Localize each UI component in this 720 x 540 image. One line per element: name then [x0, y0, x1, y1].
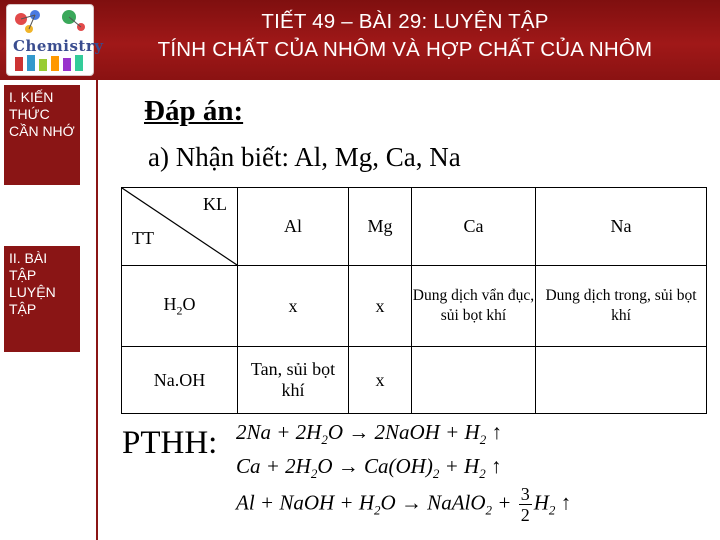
- table-cell: x: [238, 266, 349, 347]
- identification-table: [121, 187, 707, 414]
- table-cell: Tan, sủi bọt khí: [238, 347, 349, 414]
- corner-top-label: KL: [203, 194, 227, 214]
- table-cell: [536, 347, 707, 414]
- gas-arrow-icon: ↑: [486, 420, 502, 444]
- table-row: [122, 266, 707, 347]
- pthh-label: PTHH:: [122, 425, 218, 461]
- answer-heading: Đáp án:: [144, 95, 244, 127]
- equation-1: $2Na + 2H_2O$ → 2NaOH + $H_2$ ↑: [236, 420, 502, 448]
- page-title: [100, 8, 710, 64]
- column-header: Na: [536, 188, 707, 266]
- title-line-2: TÍNH CHẤT CỦA NHÔM VÀ HỢP CHẤT CỦA NHÔM: [157, 38, 653, 61]
- logo-text: Chemistry: [13, 37, 104, 55]
- table-corner-cell: [122, 188, 238, 266]
- table-cell: x: [349, 347, 412, 414]
- table-cell: x: [349, 266, 412, 347]
- table-header-row: [122, 188, 707, 266]
- divider: [96, 80, 98, 540]
- fraction: $\frac{3}{2}$: [520, 484, 530, 525]
- sidebar-item-bai-tap[interactable]: [4, 246, 80, 352]
- sidebar-item-label: II. BÀI TẬP LUYỆN TẬP: [9, 250, 56, 317]
- gas-arrow-icon: ↑: [485, 454, 502, 478]
- row-label: $H_2O$: [122, 266, 238, 347]
- title-line-1: TIẾT 49 – BÀI 29: LUYỆN TẬP: [261, 10, 549, 33]
- equation-2: $Ca + 2H_2O \to Ca(OH)_2 + H_2$ ↑: [236, 454, 502, 482]
- column-header: Ca: [412, 188, 536, 266]
- answer-subheading: a) Nhận biết: Al, Mg, Ca, Na: [148, 142, 461, 172]
- column-header: Al: [238, 188, 349, 266]
- table-cell: Dung dịch vẩn đục, sủi bọt khí: [412, 266, 536, 347]
- table-cell: [412, 347, 536, 414]
- table-cell: Dung dịch trong, sủi bọt khí: [536, 266, 707, 347]
- row-label: Na.OH: [122, 347, 238, 414]
- table-row: [122, 347, 707, 414]
- gas-arrow-icon: ↑: [555, 490, 572, 515]
- sidebar-item-label: I. KIẾN THỨC CẦN NHỚ: [9, 89, 75, 139]
- corner-bottom-label: TT: [132, 228, 154, 248]
- column-header: Mg: [349, 188, 412, 266]
- sidebar-item-kien-thuc[interactable]: [4, 85, 80, 185]
- equation-3: Al + NaOH + $H_2O$ → NaAlO$_2$ + $\frac{3}{2}$ $H_2$ ↑: [236, 484, 572, 525]
- chemistry-logo: [6, 4, 104, 76]
